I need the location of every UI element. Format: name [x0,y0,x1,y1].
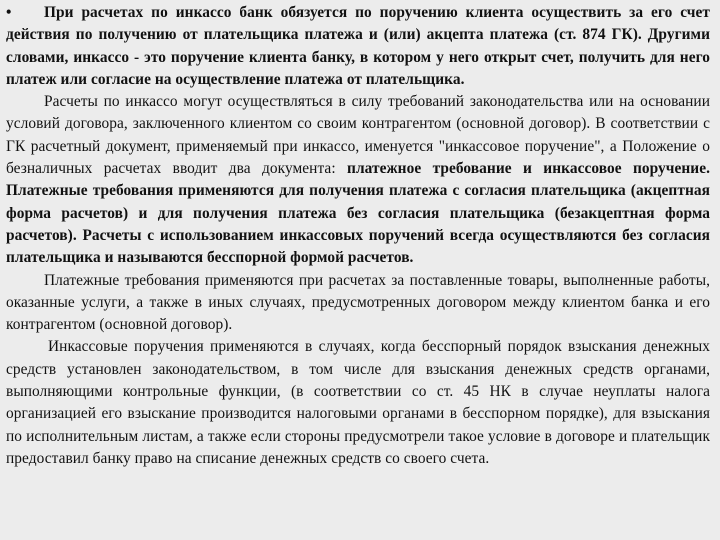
paragraph-payment-requests [6,270,710,337]
paragraph-1-text: При расчетах по инкассо банк обязуется по поручению клиента осуществить за его счет действия по получению от плательщика платежа и (или) акцепта платежа (ст. 874 ГК). Другими словами, инкассо - это поручение клиента банку, в котором у него открыт счет, получить для него платеж или согласие на осуществление платежа от плательщика. [6,4,710,88]
bullet-marker: • [6,4,12,21]
paragraph-2-bold-text: платежное требование и инкассовое поручение. Платежные требования применяются для получения платежа с согласия плательщика (акцептная форма расчетов) и для получения платежа без согласия плательщика (безакцептная форма расчетов). Расчеты с использованием инкассовых поручений всегда осуществляются без согласия плательщика и называются бесспорной формой расчетов. [6,160,710,267]
paragraph-inkasso-definition [6,2,710,91]
paragraph-inkasso-basis [6,91,710,269]
paragraph-2-plain-text: Расчеты по инкассо могут осуществляться в силу требований законодательства или на основании условий договора, заключенного клиентом со своим контрагентом (основной договор). В соответствии с ГК расчетный документ, применяемый при инкассо, именуется "инкассовое поручение", а Положение о безналичных расчетах вводит два документа: [6,93,710,178]
paragraph-4-text: Инкассовые поручения применяются в случаях, когда бесспорный порядок взыскания денежных средств установлен законодательством, в том числе для взыскания денежных средств органами, выполняющими контрольные функции, (в соответствии со ст. 45 НК в случае неуплаты налога организацией его взыскание производится налоговыми органами в бесспорном порядке), для взыскания по исполнительным листам, а также если стороны предусмотрели такое условие в договоре и плательщик предоставил банку право на списание денежных средств со своего счета. [6,338,710,467]
paragraph-collection-orders [6,336,710,470]
paragraph-3-text: Платежные требования применяются при расчетах за поставленные товары, выполненные работы, оказанные услуги, а также в иных случаях, предусмотренных договором между клиентом банка и его контрагентом (основной договор). [6,271,710,334]
